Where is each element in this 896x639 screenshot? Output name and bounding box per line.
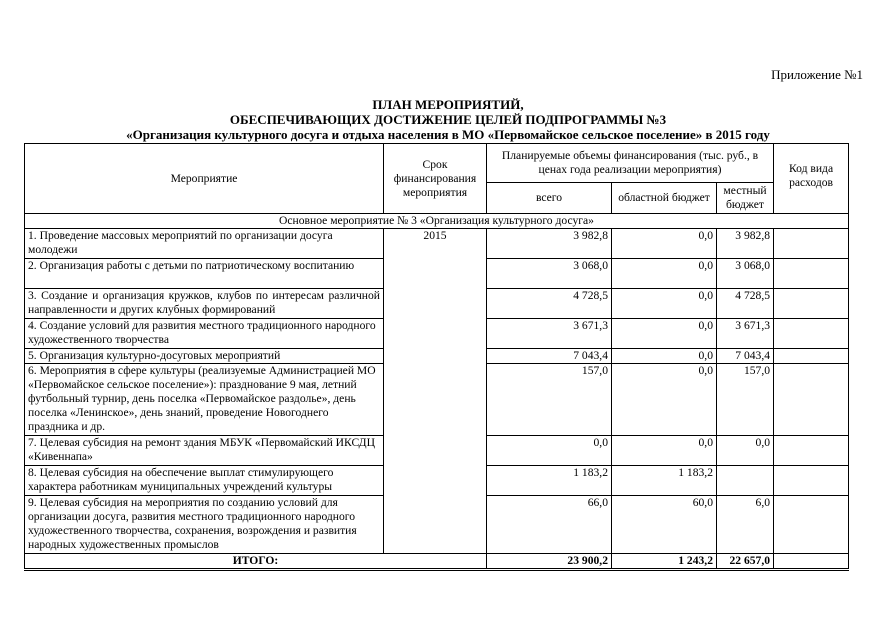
row-code — [774, 229, 849, 259]
row-name: 4. Создание условий для развития местного традиционного народного художественного творчества — [25, 319, 384, 349]
row-name: 9. Целевая субсидия на мероприятия по созданию условий для организации досуга, развития местного традиционного народного художественного творчества, сохранения, возрождения и развития народных художественных промыслов — [25, 496, 384, 554]
row-code — [774, 364, 849, 436]
row-regional: 0,0 — [612, 229, 717, 259]
row-regional: 0,0 — [612, 364, 717, 436]
row-code — [774, 319, 849, 349]
totals-local: 22 657,0 — [717, 554, 774, 570]
row-code — [774, 259, 849, 289]
row-local: 3 068,0 — [717, 259, 774, 289]
col-header-event: Мероприятие — [25, 144, 384, 214]
title-line-3: «Организация культурного досуга и отдыха населения в МО «Первомайское сельское поселение» в 2015 году — [126, 127, 770, 142]
row-total: 0,0 — [487, 436, 612, 466]
col-header-local: местный бюджет — [717, 183, 774, 214]
row-regional: 0,0 — [612, 436, 717, 466]
row-total: 66,0 — [487, 496, 612, 554]
row-total: 7 043,4 — [487, 349, 612, 364]
row-total: 4 728,5 — [487, 289, 612, 319]
row-name: 8. Целевая субсидия на обеспечение выплат стимулирующего характера работникам муниципальных учреждений культуры — [25, 466, 384, 496]
row-name: 6. Мероприятия в сфере культуры (реализуемые Администрацией МО «Первомайское сельское поселение»): празднование 9 мая, летний футбольный турнир, день поселка «Первомайское раздолье», день поселка «Ленинское», день знаний, проведение Новогоднего праздника и др. — [25, 364, 384, 436]
row-local: 3 982,8 — [717, 229, 774, 259]
row-code — [774, 496, 849, 554]
row-name: 5. Организация культурно-досуговых мероприятий — [25, 349, 384, 364]
year-cell: 2015 — [384, 229, 487, 554]
row-local: 157,0 — [717, 364, 774, 436]
row-local: 7 043,4 — [717, 349, 774, 364]
row-name: 7. Целевая субсидия на ремонт здания МБУК «Первомайский ИКСДЦ «Кивеннапа» — [25, 436, 384, 466]
row-local: 3 671,3 — [717, 319, 774, 349]
row-regional: 0,0 — [612, 349, 717, 364]
table-row — [25, 229, 849, 259]
title-line-1: ПЛАН МЕРОПРИЯТИЙ, — [372, 97, 524, 112]
appendix-label: Приложение №1 — [771, 67, 863, 82]
row-local: 6,0 — [717, 496, 774, 554]
totals-total: 23 900,2 — [487, 554, 612, 570]
row-total: 3 068,0 — [487, 259, 612, 289]
document-title — [0, 97, 896, 142]
row-total: 3 671,3 — [487, 319, 612, 349]
row-regional: 0,0 — [612, 289, 717, 319]
row-total: 3 982,8 — [487, 229, 612, 259]
row-local — [717, 466, 774, 496]
row-name: 3. Создание и организация кружков, клубов по интересам различной направленности и других клубных формирований — [25, 289, 384, 319]
totals-regional: 1 243,2 — [612, 554, 717, 570]
col-header-term: Срок финансирования мероприятия — [384, 144, 487, 214]
row-code — [774, 466, 849, 496]
row-name: 2. Организация работы с детьми по патриотическому воспитанию — [25, 259, 384, 289]
totals-label: ИТОГО: — [25, 554, 487, 570]
row-total: 1 183,2 — [487, 466, 612, 496]
plan-table — [24, 143, 849, 571]
row-code — [774, 436, 849, 466]
row-regional: 1 183,2 — [612, 466, 717, 496]
section-title: Основное мероприятие № 3 «Организация культурного досуга» — [25, 214, 849, 229]
col-header-regional: областной бюджет — [612, 183, 717, 214]
row-total: 157,0 — [487, 364, 612, 436]
col-header-code: Код вида расходов — [774, 144, 849, 214]
row-code — [774, 289, 849, 319]
totals-row — [25, 554, 849, 570]
totals-code — [774, 554, 849, 570]
row-name: 1. Проведение массовых мероприятий по организации досуга молодежи — [25, 229, 384, 259]
row-code — [774, 349, 849, 364]
title-line-2: ОБЕСПЕЧИВАЮЩИХ ДОСТИЖЕНИЕ ЦЕЛЕЙ ПОДПРОГРАММЫ №3 — [229, 112, 667, 127]
col-header-funding: Планируемые объемы финансирования (тыс. руб., в ценах года реализации мероприятия) — [487, 144, 774, 183]
col-header-total: всего — [487, 183, 612, 214]
row-regional: 0,0 — [612, 259, 717, 289]
row-local: 4 728,5 — [717, 289, 774, 319]
row-regional: 60,0 — [612, 496, 717, 554]
row-local: 0,0 — [717, 436, 774, 466]
row-regional: 0,0 — [612, 319, 717, 349]
